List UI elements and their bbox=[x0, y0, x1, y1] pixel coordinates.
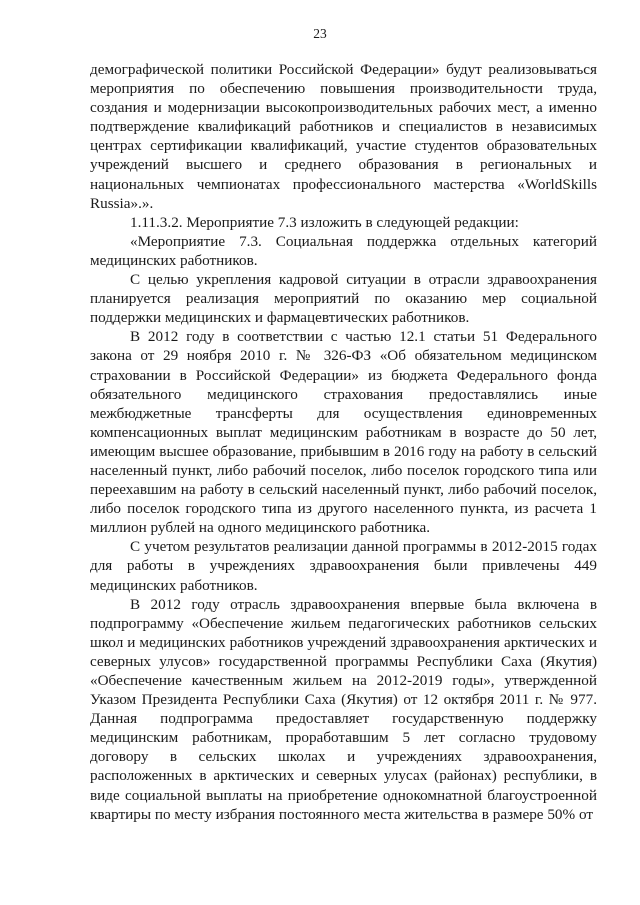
document-body bbox=[90, 60, 597, 824]
paragraph-housing-subprogram: В 2012 году отрасль здравоохранения впервые была включена в подпрограмму «Обеспечение жильем педагогических работников сельских школ и медицинских работников учреждений здравоохранения арктических и северных улусов» государственной программы Республики Саха (Якутия) «Обеспечение качественным жильем на 2012-2019 годы», утвержденной Указом Президента Республики Саха (Якутия) от 12 октября 2011 г. № 977. Данная подпрограмма предоставляет государственную поддержку медицинским работникам, проработавшим 5 лет согласно трудовому договору в сельских школах и учреждениях здравоохранения, расположенных в арктических и северных улусах (районах) республики, в виде социальной выплаты на приобретение однокомнатной благоустроенной квартиры по месту избрания постоянного места жительства в размере 50% от bbox=[90, 595, 597, 823]
paragraph-measure-title: «Мероприятие 7.3. Социальная поддержка отдельных категорий медицинских работников. bbox=[90, 232, 597, 269]
page-number: 23 bbox=[313, 26, 327, 41]
paragraph-results-2012-2015: С учетом результатов реализации данной программы в 2012-2015 годах для работы в учреждениях здравоохранения были привлечены 449 медицинских работников. bbox=[90, 538, 597, 594]
paragraph-purpose: С целью укрепления кадровой ситуации в отрасли здравоохранения планируется реализация мероприятий по оказанию мер социальной поддержки медицинских и фармацевтических работников. bbox=[90, 271, 597, 327]
paragraph-2012-federal-law: В 2012 году в соответствии с частью 12.1 статьи 51 Федерального закона от 29 ноября 2010 г. № 326-ФЗ «Об обязательном медицинском страховании в Российской Федерации» из бюджета Федерального фонда обязательного медицинского страхования предоставлялись иные межбюджетные трансферты для осуществления единовременных компенсационных выплат медицинским работникам в возрасте до 50 лет, имеющим высшее образование, прибывшим в 2016 году на работу в сельский населенный пункт, либо рабочий поселок, либо поселок городского типа или переехавшим на работу в сельский населенный пункт, либо рабочий поселок, либо поселок городского типа из другого населенного пункта, из расчета 1 миллион рублей на одного медицинского работника. bbox=[90, 328, 597, 537]
paragraph-amendment-heading: 1.11.3.2. Мероприятие 7.3 изложить в следующей редакции: bbox=[130, 213, 519, 231]
paragraph-continuation: демографической политики Российской Федерации» будут реализовываться мероприятия по обеспечению повышения производительности труда, создания и модернизации высокопроизводительных рабочих мест, а именно подтверждение квалификаций работников и специалистов в независимых центрах сертификации квалификаций, участие студентов образовательных учреждений высшего и среднего образования в региональных и национальных чемпионатах профессионального мастерства «WorldSkills Russia».». bbox=[90, 61, 597, 212]
